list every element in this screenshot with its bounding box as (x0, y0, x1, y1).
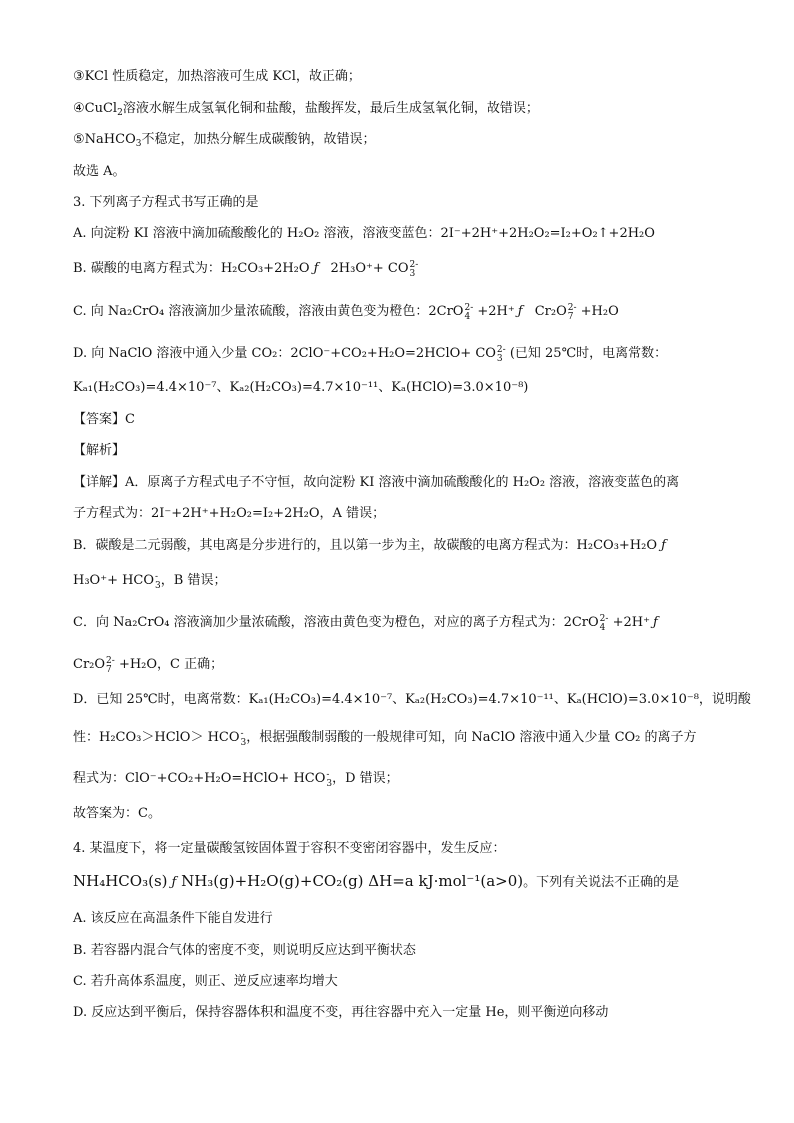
prev-conclusion: 故选 A。 (73, 164, 126, 179)
q3-final: 故答案为：C。 (73, 806, 161, 821)
q3-option-d-ka: Kₐ₁(H₂CO₃)=4.4×10⁻⁷、Kₐ₂(H₂CO₃)=4.7×10⁻¹¹、Kₐ(HClO)=3.0×10⁻⁸) (73, 380, 529, 395)
q4-option-a: A. 该反应在高温条件下能自发进行 (73, 911, 273, 926)
q4-equation: NH₄HCO₃(s) ƒ NH₃(g)+H₂O(g)+CO₂(g) ΔH=a kJ·mol⁻¹(a>0)。下列有关说法不正确的是 (73, 872, 680, 890)
q4-option-b: B. 若容器内混合气体的密度不变，则说明反应达到平衡状态 (73, 943, 416, 958)
q4-option-d: D. 反应达到平衡后，保持容器体积和温度不变，再往容器中充入一定量 He，则平衡逆向移动 (73, 1005, 609, 1020)
prev-line-4: ④CuCl$_2$溶液水解生成氢氧化铜和盐酸，盐酸挥发，最后生成氢氧化铜，故错误； (73, 101, 539, 118)
q3-detail-c-2: Cr₂O 2- 7 +H₂O，C 正确； (73, 656, 224, 675)
q3-option-b: B. 碳酸的电离方程式为：H₂CO₃+2H₂O ƒ 2H₃O⁺+ CO 2- 3 (73, 260, 419, 279)
q3-detail-b-2: H₃O⁺+ HCO - 3 ，B 错误； (73, 572, 227, 591)
q3-option-d: D. 向 NaClO 溶液中通入少量 CO₂：2ClO⁻+CO₂+H₂O=2HClO+ CO 2- 3 (已知 25℃时，电离常数： (73, 345, 668, 364)
q3-option-c: C. 向 Na₂CrO₄ 溶液滴加少量浓硫酸，溶液由黄色变为橙色：2CrO 2- 4 +2H⁺ ƒ Cr₂O 2- 7 +H₂O (73, 303, 619, 322)
q3-answer: 【答案】C (73, 412, 135, 427)
q3-detail-c-1: C．向 Na₂CrO₄ 溶液滴加少量浓硫酸，溶液由黄色变为橙色，对应的离子方程式为：2CrO 2- 4 +2H⁺ ƒ (73, 614, 658, 633)
q3-option-a: A. 向淀粉 KI 溶液中滴加硫酸酸化的 H₂O₂ 溶液，溶液变蓝色：2I⁻+2H⁺+2H₂O₂=I₂+O₂↑+2H₂O (73, 226, 655, 241)
q3-detail-d-2: 性：H₂CO₃＞HClO＞ HCO - 3 ，根据强酸制弱酸的一般规律可知，向 NaClO 溶液中通入少量 CO₂ 的离子方 (73, 729, 697, 748)
prev-line-5: ⑤NaHCO$_3$不稳定，加热分解生成碳酸钠，故错误； (73, 132, 376, 149)
q3-detail-d-1: D．已知 25℃时，电离常数：Kₐ₁(H₂CO₃)=4.4×10⁻⁷、Kₐ₂(H₂CO₃)=4.7×10⁻¹¹、Kₐ(HClO)=3.0×10⁻⁸，说明酸 (73, 692, 751, 707)
prev-line-3: ③KCl 性质稳定，加热溶液可生成 KCl，故正确； (73, 69, 361, 84)
q3-analysis-label: 【解析】 (73, 443, 126, 458)
q3-detail-a-1: 【详解】A．原离子方程式电子不守恒，故向淀粉 KI 溶液中滴加硫酸酸化的 H₂O₂ 溶液，溶液变蓝色的离 (73, 475, 680, 490)
q4-stem: 4. 某温度下，将一定量碳酸氢铵固体置于容积不变密闭容器中，发生反应： (73, 841, 506, 856)
q3-detail-a-2: 子方程式为：2I⁻+2H⁺+H₂O₂=I₂+2H₂O，A 错误； (73, 506, 386, 521)
q3-detail-b-1: B．碳酸是二元弱酸，其电离是分步进行的，且以第一步为主，故碳酸的电离方程式为：H₂CO₃+H₂O ƒ (73, 538, 666, 553)
q3-detail-d-3: 程式为：ClO⁻+CO₂+H₂O=HClO+ HCO - 3 ，D 错误； (73, 770, 399, 789)
q3-stem: 3. 下列离子方程式书写正确的是 (73, 195, 259, 210)
q4-option-c: C. 若升高体系温度，则正、逆反应速率均增大 (73, 974, 338, 989)
